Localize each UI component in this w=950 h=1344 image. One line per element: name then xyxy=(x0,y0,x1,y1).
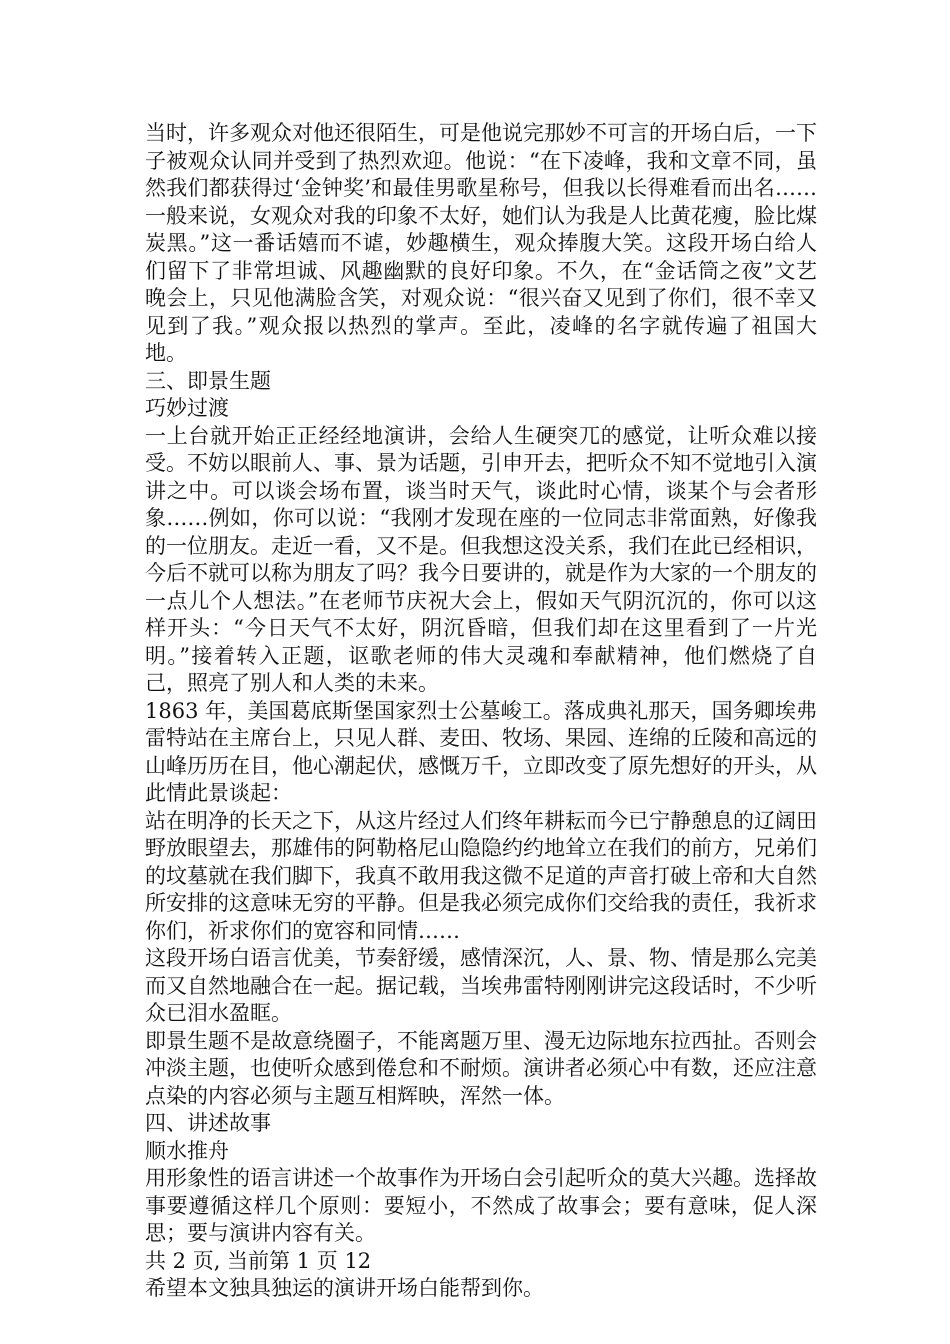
paragraph-storytelling: 用形象性的语言讲述一个故事作为开场白会引起听众的莫大兴趣。选择故事要遵循这样几个原则：要短小，不然成了故事会；要有意味，促人深思；要与演讲内容有关。 xyxy=(145,1166,817,1245)
paragraph-quote-analysis: 这段开场白语言优美，节奏舒缓，感情深沉，人、景、物、情是那么完美而又自然地融合在一起。据记载，当埃弗雷特刚刚讲完这段话时，不少听众已泪水盈眶。 xyxy=(145,946,817,1025)
page-indicator: 共 2 页, 当前第 1 页 12 xyxy=(145,1248,372,1273)
paragraph-scene-topic: 一上台就开始正正经经地演讲，会给人生硬突兀的感觉，让听众难以接受。不妨以眼前人、事、景为话题，引申开去，把听众不知不觉地引入演讲之中。可以谈会场布置，谈当时天气，谈此时心情，谈某个与会者形象……例如，你可以说：“我刚才发现在座的一位同志非常面熟，好像我的一位朋友。走近一看，又不是。但我想这没关系，我们在此已经相识，今后不就可以称为朋友了吗？我今日要讲的，就是作为大家的一个朋友的一点儿个人想法。”在老师节庆祝大会上，假如天气阴沉沉的，你可以这样开头：“今日天气不太好，阴沉昏暗，但我们却在这里看到了一片光明。”接着转入正题，讴歌老师的伟大灵魂和奉献精神，他们燃烧了自己，照亮了别人和人类的未来。 xyxy=(145,423,817,695)
paragraph-scene-caution: 即景生题不是故意绕圈子，不能离题万里、漫无边际地东拉西扯。否则会冲淡主题，也使听众感到倦怠和不耐烦。演讲者必须心中有数，还应注意点染的内容必须与主题互相辉映，浑然一体。 xyxy=(145,1028,817,1108)
paragraph-everett-quote: 站在明净的长天之下，从这片经过人们终年耕耘而今已宁静憩息的辽阔田野放眼望去，那雄伟的阿勒格尼山隐隐约约地耸立在我们的前方，兄弟们的坟墓就在我们脚下，我真不敢用我这微不足道的声音打破上帝和大自然所安排的这意味无穷的平静。但是我必须完成你们交给我的责任，我祈求你们，祈求你们的宽容和同情…… xyxy=(145,808,817,943)
document-body xyxy=(145,120,817,1303)
section-heading-3: 三、即景生题 xyxy=(145,368,271,393)
section-heading-4: 四、讲述故事 xyxy=(145,1111,271,1135)
section-subheading-3: 巧妙过渡 xyxy=(145,396,229,420)
section-subheading-4: 顺水推舟 xyxy=(145,1138,229,1163)
paragraph-gettysburg: 1863 年，美国葛底斯堡国家烈士公墓峻工。落成典礼那天，国务卿埃弗雷特站在主席台上，只见人群、麦田、牧场、果园、连绵的丘陵和高远的山峰历历在目，他心潮起伏，感慨万千，立即改变了原先想好的开头，从此情此景谈起： xyxy=(145,698,817,805)
paragraph-lingfeng-opening: 当时，许多观众对他还很陌生，可是他说完那妙不可言的开场白后，一下子被观众认同并受到了热烈欢迎。他说：“在下凌峰，我和文章不同，虽然我们都获得过‘金钟奖’和最佳男歌星称号，但我以长得难看而出名……一般来说，女观众对我的印象不太好，她们认为我是人比黄花瘦，脸比煤炭黑。”这一番话嬉而不谑，妙趣横生，观众捧腹大笑。这段开场白给人们留下了非常坦诚、风趣幽默的良好印象。不久，在“金话筒之夜”文艺晚会上，只见他满脸含笑，对观众说：“很兴奋又见到了你们，很不幸又见到了我。”观众报以热烈的掌声。至此，凌峰的名字就传遍了祖国大地。 xyxy=(145,121,817,365)
closing-line: 希望本文独具独运的演讲开场白能帮到你。 xyxy=(145,1276,544,1300)
